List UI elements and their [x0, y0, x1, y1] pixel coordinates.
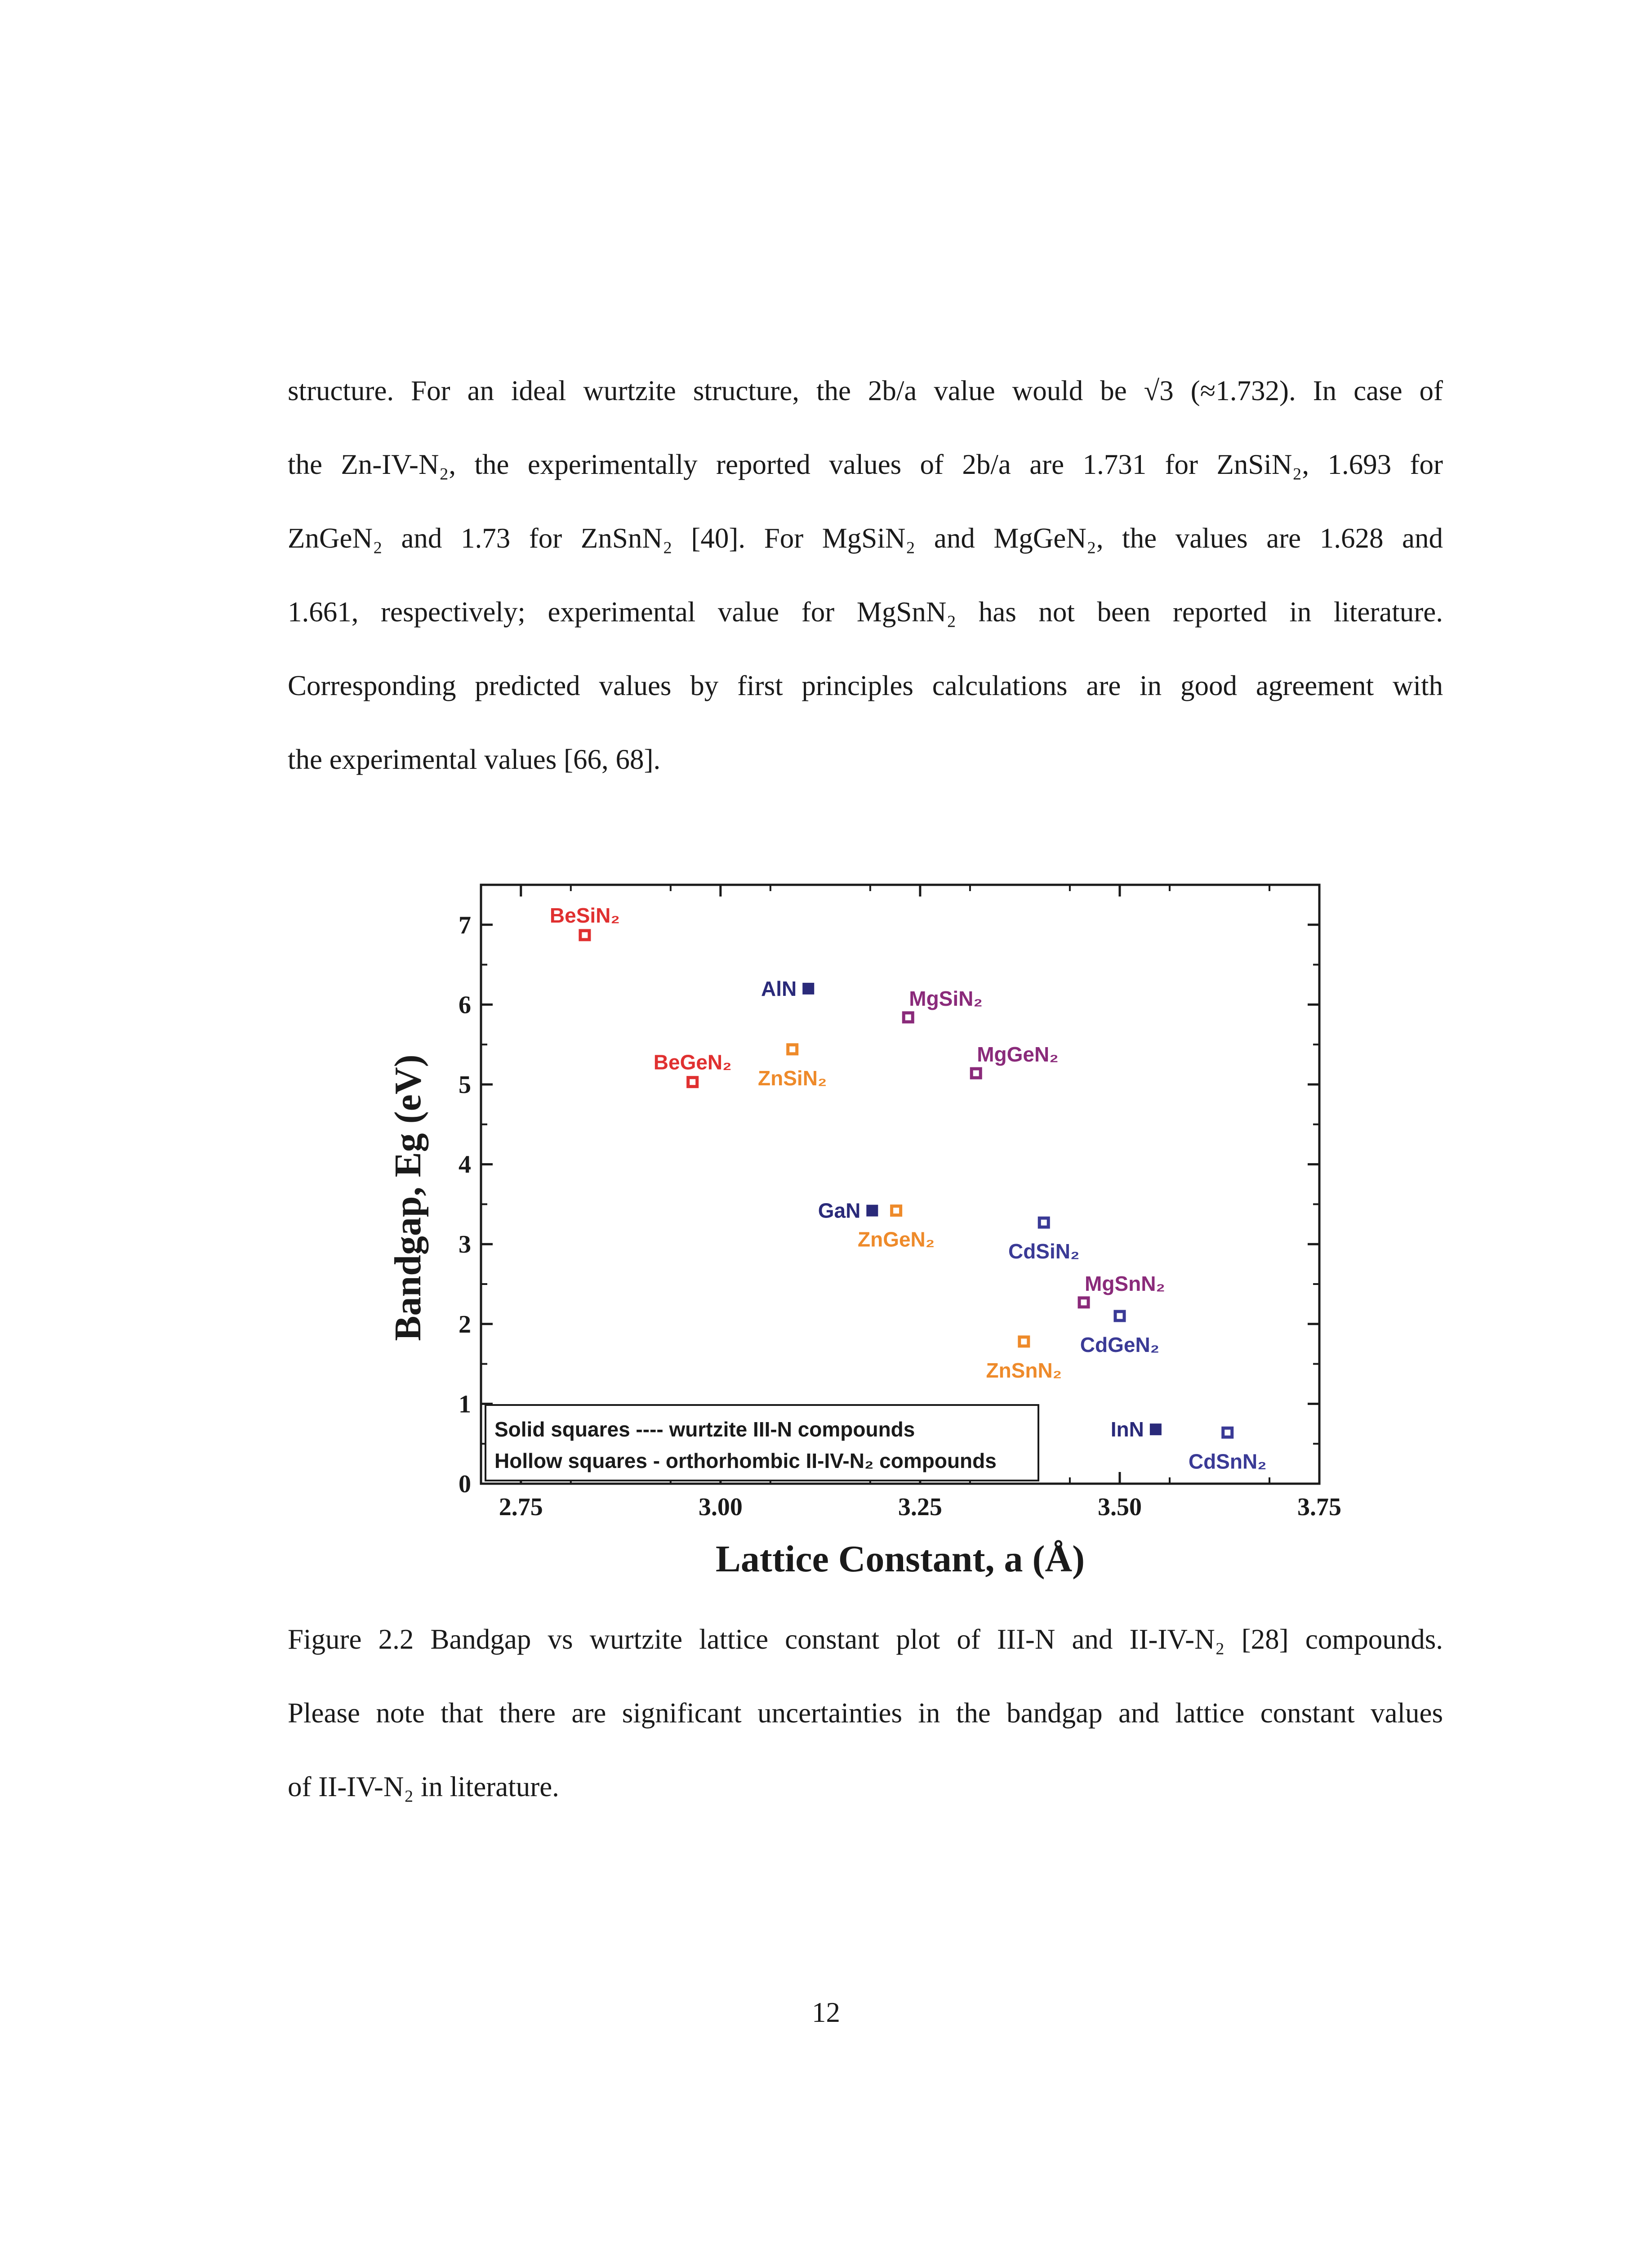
body-line: structure. For an ideal wurtzite structure, the 2b/a value would be √3 (≈1.732). In case of	[288, 375, 1443, 406]
y-tick-label: 3	[459, 1231, 471, 1259]
body-line: 1.661, respectively; experimental value for MgSnN₂ has not been reported in literature.	[288, 596, 1443, 628]
point-label: GaN	[818, 1199, 861, 1222]
point-marker-hollow	[1079, 1298, 1088, 1307]
point-marker-solid	[802, 983, 814, 995]
data-point	[550, 904, 620, 940]
body-line: Corresponding predicted values by first principles calculations are in good agreement with	[288, 670, 1443, 701]
point-label: MgGeN₂	[977, 1043, 1059, 1066]
point-marker-hollow	[1039, 1218, 1048, 1227]
x-tick-label: 3.25	[898, 1493, 942, 1521]
y-tick-label: 2	[459, 1310, 471, 1338]
plot-frame	[481, 885, 1319, 1484]
data-point	[654, 1051, 732, 1087]
caption-line: Please note that there are significant uncertainties in the bandgap and lattice constant values	[288, 1697, 1443, 1729]
point-marker-hollow	[904, 1013, 913, 1022]
x-tick-label: 2.75	[499, 1493, 543, 1521]
page-number: 12	[812, 1997, 840, 2028]
point-marker-hollow	[1115, 1311, 1124, 1320]
point-label: MgSiN₂	[909, 986, 983, 1010]
point-label: CdSnN₂	[1188, 1450, 1267, 1473]
body-line: the experimental values [66, 68].	[288, 744, 661, 775]
point-label: BeGeN₂	[653, 1050, 732, 1074]
data-point	[1008, 1218, 1079, 1263]
y-tick-label: 4	[459, 1151, 471, 1179]
point-marker-hollow	[971, 1069, 980, 1078]
data-point	[1189, 1428, 1267, 1473]
y-tick-label: 7	[459, 911, 471, 939]
point-label: MgSnN₂	[1085, 1271, 1165, 1295]
point-marker-solid	[1150, 1423, 1162, 1435]
point-label: ZnSiN₂	[758, 1066, 827, 1090]
x-tick-label: 3.75	[1297, 1493, 1341, 1521]
legend-box	[485, 1405, 1038, 1481]
legend-line: Hollow squares - orthorhombic II-IV-N₂ compounds	[494, 1449, 997, 1472]
data-point	[971, 1043, 1058, 1078]
data-point	[1079, 1272, 1165, 1307]
x-tick-label: 3.00	[698, 1493, 743, 1521]
caption-line: of II-IV-N₂ in literature.	[288, 1771, 559, 1802]
point-label: CdSiN₂	[1008, 1240, 1080, 1263]
point-marker-hollow	[1223, 1428, 1232, 1437]
point-marker-solid	[866, 1205, 878, 1217]
body-line: ZnGeN₂ and 1.73 for ZnSnN₂ [40]. For MgSiN₂ and MgGeN₂, the values are 1.628 and	[288, 522, 1443, 554]
figure-caption	[288, 1602, 1443, 1824]
y-tick-label: 0	[459, 1470, 471, 1498]
y-tick-label: 1	[459, 1390, 471, 1418]
data-point	[818, 1199, 878, 1222]
point-label: ZnSnN₂	[986, 1358, 1062, 1382]
caption-line: Figure 2.2 Bandgap vs wurtzite lattice constant plot of III-N and II-IV-N₂ [28] compounds.	[288, 1624, 1443, 1655]
y-tick-label: 5	[459, 1071, 471, 1099]
x-axis-label: Lattice Constant, a (Å)	[715, 1538, 1085, 1580]
point-label: InN	[1110, 1418, 1144, 1441]
data-point	[904, 987, 983, 1022]
point-label: AlN	[761, 977, 797, 1000]
point-label: BeSiN₂	[549, 903, 620, 927]
y-axis-label: Bandgap, Eg (eV)	[387, 1054, 429, 1341]
data-point	[761, 977, 814, 1000]
data-point	[1111, 1418, 1162, 1441]
x-tick-label: 3.50	[1097, 1493, 1142, 1521]
body-line: the Zn-IV-N₂, the experimentally reported values of 2b/a are 1.731 for ZnSiN₂, 1.693 for	[288, 449, 1443, 480]
legend-line: Solid squares ---- wurtzite III-N compounds	[494, 1418, 915, 1441]
point-marker-hollow	[1020, 1337, 1029, 1346]
data-point	[758, 1045, 827, 1090]
point-marker-hollow	[788, 1045, 797, 1054]
point-marker-hollow	[688, 1078, 697, 1087]
data-point	[986, 1337, 1062, 1382]
point-label: CdGeN₂	[1080, 1333, 1160, 1357]
point-marker-hollow	[580, 931, 589, 940]
data-point	[1080, 1311, 1159, 1356]
point-marker-hollow	[892, 1206, 901, 1215]
point-label: ZnGeN₂	[858, 1227, 935, 1251]
y-tick-label: 6	[459, 991, 471, 1019]
